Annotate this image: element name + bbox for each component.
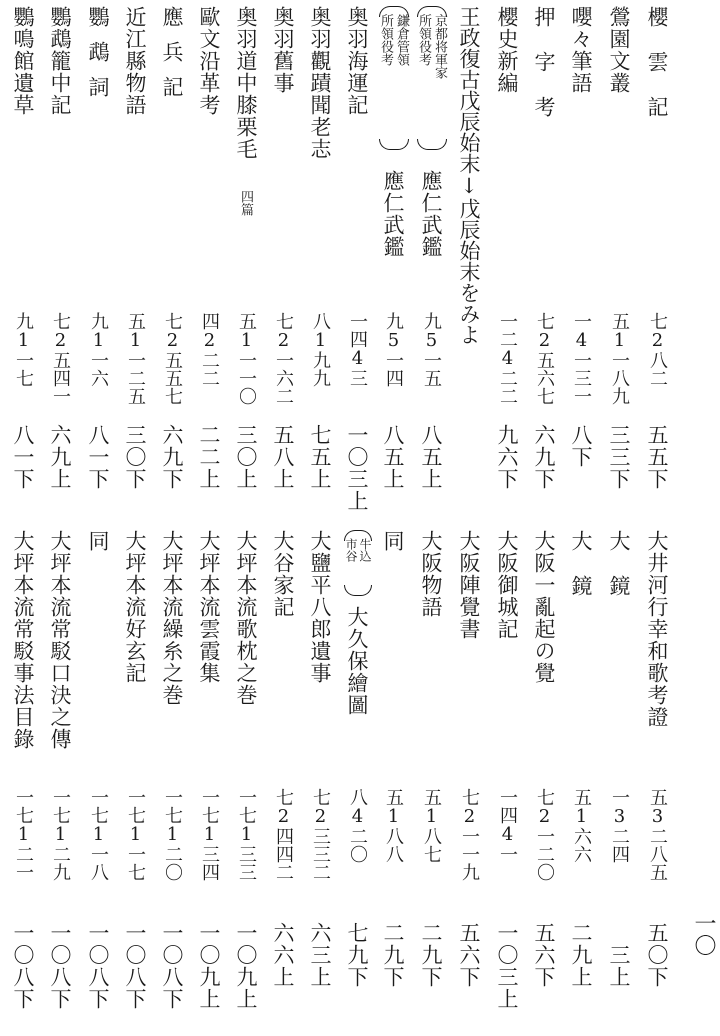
entry-ref: 四2二二	[199, 312, 220, 387]
entry-page: 二九上	[569, 922, 593, 988]
entry-page: 三上	[607, 944, 631, 988]
entry-page: 二二上	[197, 424, 221, 490]
entry-title: 大坪本流好玄記	[123, 530, 147, 684]
entry-page: 三〇下	[123, 424, 147, 490]
entry-page: 一〇三上	[345, 424, 369, 512]
entry-page: 一〇八下	[11, 922, 35, 1010]
entry-ref: 一3二四	[609, 788, 630, 863]
entry-page: 二九下	[381, 922, 405, 988]
top-entry	[640, 0, 674, 500]
top-entry	[6, 0, 40, 500]
bottom-entry	[155, 524, 189, 1036]
top-entry	[414, 0, 448, 500]
entry-page: 八一下	[86, 424, 110, 490]
entry-page: 五六下	[532, 922, 556, 988]
entry-title: 大坪本流歌枕之巻	[234, 530, 258, 706]
entry-title: 大鏡	[569, 530, 593, 620]
bottom-entry	[229, 524, 263, 1036]
entry-page: 八五上	[381, 424, 405, 490]
entry-page: 三三下	[607, 424, 631, 490]
entry-title: 大阪陣覺書	[457, 530, 481, 640]
entry-title: 大阪御城記	[495, 530, 519, 640]
entry-title: 應兵記	[160, 6, 184, 111]
entry-ref: 七2五五七	[162, 312, 183, 405]
entry-title: 應仁武鑑	[381, 170, 405, 258]
bottom-entry	[564, 524, 598, 1036]
entry-page: 一〇八下	[123, 922, 147, 1010]
bottom-entry	[376, 524, 410, 1036]
title-subscript: 鎌倉管領 所領役考	[375, 6, 411, 156]
top-entry	[602, 0, 636, 500]
entry-ref: 五1八八	[383, 788, 404, 863]
entry-ref: 八1九九	[310, 312, 331, 387]
bottom-entry	[640, 524, 674, 1036]
entry-ref: 九5一四	[383, 312, 404, 387]
top-entry	[564, 0, 598, 500]
entry-page: 八下	[569, 424, 593, 468]
entry-ref: 七2五六七	[534, 312, 555, 405]
entry-page: 一〇八下	[86, 922, 110, 1010]
entry-ref: 五1一二五	[125, 312, 146, 405]
entry-ref: 八4二〇	[347, 788, 368, 863]
entry-ref: 五1八七	[421, 788, 442, 863]
entry-title: 大坪本流常駁口決之傳	[48, 530, 72, 750]
entry-ref: 九1一六	[88, 312, 109, 387]
top-entry	[81, 0, 115, 500]
entry-title: 大久保繪圖	[345, 606, 369, 716]
top-entry	[452, 0, 486, 500]
entry-ref: 一四4三	[347, 312, 368, 387]
entry-ref: 七2五四一	[50, 312, 71, 405]
entry-title: 奥羽觀蹟聞老志	[308, 6, 332, 160]
entry-page: 一〇九上	[197, 922, 221, 1010]
entry-title: 押字考	[532, 6, 556, 141]
entry-page: 六六上	[271, 922, 295, 988]
bottom-entry	[452, 524, 486, 1036]
entry-page: 六三上	[308, 922, 332, 988]
entry-title: 同	[381, 530, 405, 552]
top-entry	[43, 0, 77, 500]
entry-page: 一〇八下	[160, 922, 184, 1010]
entry-page: 二九下	[419, 922, 443, 988]
entry-title: 歐文沿革考	[197, 6, 221, 116]
top-entry	[490, 0, 524, 500]
entry-title: 王政復古戊辰始末↓戊辰始末をみよ	[457, 6, 481, 345]
entry-ref: 九5一五	[421, 312, 442, 387]
top-entry	[340, 0, 374, 512]
entry-title: 奥羽舊事	[271, 6, 295, 94]
entry-title: 大阪一亂起の覺	[532, 530, 556, 684]
entry-page: 一〇九上	[234, 922, 258, 1010]
bottom-entry	[266, 524, 300, 1036]
title-subscript: 京都将軍家 所領役考	[413, 6, 449, 156]
bottom-entry	[303, 524, 337, 1036]
entry-title: 大坪本流雲霞集	[197, 530, 221, 684]
bottom-entry	[602, 524, 636, 1036]
entry-ref: 七2一二〇	[534, 788, 555, 881]
entry-title: 鸚鳴館遺草	[11, 6, 35, 116]
entry-note: 四篇	[238, 190, 253, 216]
entry-ref: 一七1二九	[50, 788, 71, 881]
entry-page: 八五上	[419, 424, 443, 490]
entry-page: 九六下	[495, 424, 519, 490]
entry-ref: 一二4二二	[497, 312, 518, 405]
entry-ref: 五1一一〇	[236, 312, 257, 405]
entry-title: 大阪物語	[419, 530, 443, 618]
entry-page: 七五上	[308, 424, 332, 490]
title-subscript: 牛込 市谷	[340, 530, 374, 602]
entry-title: 奥羽道中膝栗毛	[234, 6, 258, 160]
entry-title: 應仁武鑑	[419, 170, 443, 258]
top-entry	[527, 0, 561, 500]
top-entry	[266, 0, 300, 500]
entry-ref: 五3二八五	[647, 788, 668, 881]
bottom-entry	[414, 524, 448, 1036]
entry-ref: 七2一一九	[459, 788, 480, 881]
entry-title: 櫻史新編	[495, 6, 519, 94]
top-entry	[229, 0, 263, 500]
entry-ref: 一四4一	[497, 788, 518, 863]
entry-ref: 一七1二〇	[162, 788, 183, 881]
bottom-entry	[118, 524, 152, 1036]
entry-title: 嚶々筆語	[569, 6, 593, 94]
entry-title: 鸚鵡詞	[86, 6, 110, 111]
entry-title: 大井河行幸和歌考證	[645, 530, 669, 728]
entry-page: 五五下	[645, 424, 669, 490]
entry-ref: 七2四四二	[273, 788, 294, 881]
entry-page: 一〇八下	[48, 922, 72, 1010]
entry-ref: 一七1三三	[236, 788, 257, 881]
entry-title: 鶯園文叢	[607, 6, 631, 94]
entry-page: 八一下	[11, 424, 35, 490]
bottom-entry	[527, 524, 561, 1036]
bottom-entry	[192, 524, 226, 1036]
bottom-entry	[81, 524, 115, 1036]
bottom-entry	[6, 524, 40, 1036]
top-entry	[192, 0, 226, 500]
entry-ref: 一七1三四	[199, 788, 220, 881]
bottom-section	[0, 524, 720, 1036]
entry-ref: 一七1一八	[88, 788, 109, 881]
entry-page: 五六下	[457, 922, 481, 988]
entry-page: 六九下	[160, 424, 184, 490]
entry-ref: 一七1二一	[13, 788, 34, 881]
top-entry	[118, 0, 152, 500]
entry-title: 鸚鵡籠中記	[48, 6, 72, 116]
entry-page: 五〇下	[645, 922, 669, 988]
bottom-entry	[490, 524, 524, 1036]
entry-title: 大谷家記	[271, 530, 295, 618]
entry-ref: 一七1一七	[125, 788, 146, 881]
entry-page: 七九下	[345, 922, 369, 988]
entry-title: 同	[86, 530, 110, 552]
entry-ref: 一4一三一	[571, 312, 592, 405]
entry-ref: 九1一七	[13, 312, 34, 387]
entry-page: 六九上	[48, 424, 72, 490]
entry-title: 大坪本流繰糸之巻	[160, 530, 184, 706]
entry-title: 奥羽海運記	[345, 6, 369, 116]
entry-title: 大鏡	[607, 530, 631, 620]
entry-title: 大坪本流常駁事法目錄	[11, 530, 35, 750]
top-entry	[303, 0, 337, 500]
page-number: 一〇	[691, 912, 716, 956]
entry-title: 近江縣物語	[123, 6, 147, 116]
entry-page: 六九下	[532, 424, 556, 490]
entry-ref: 七2三三二	[310, 788, 331, 881]
top-entry	[376, 0, 410, 500]
entry-ref: 五1六六	[571, 788, 592, 863]
entry-ref: 五1一八九	[609, 312, 630, 405]
entry-page: 三〇上	[234, 424, 258, 490]
entry-page: 五八上	[271, 424, 295, 490]
entry-title: 大鹽平八郎遺事	[308, 530, 332, 684]
entry-title: 櫻雲記	[645, 6, 669, 141]
entry-ref: 七2一六二	[273, 312, 294, 405]
top-entry	[155, 0, 189, 500]
entry-ref: 七2八二	[647, 312, 668, 387]
entry-page: 一〇三上	[495, 922, 519, 1010]
bottom-entry	[340, 524, 374, 1036]
bottom-entry	[43, 524, 77, 1036]
